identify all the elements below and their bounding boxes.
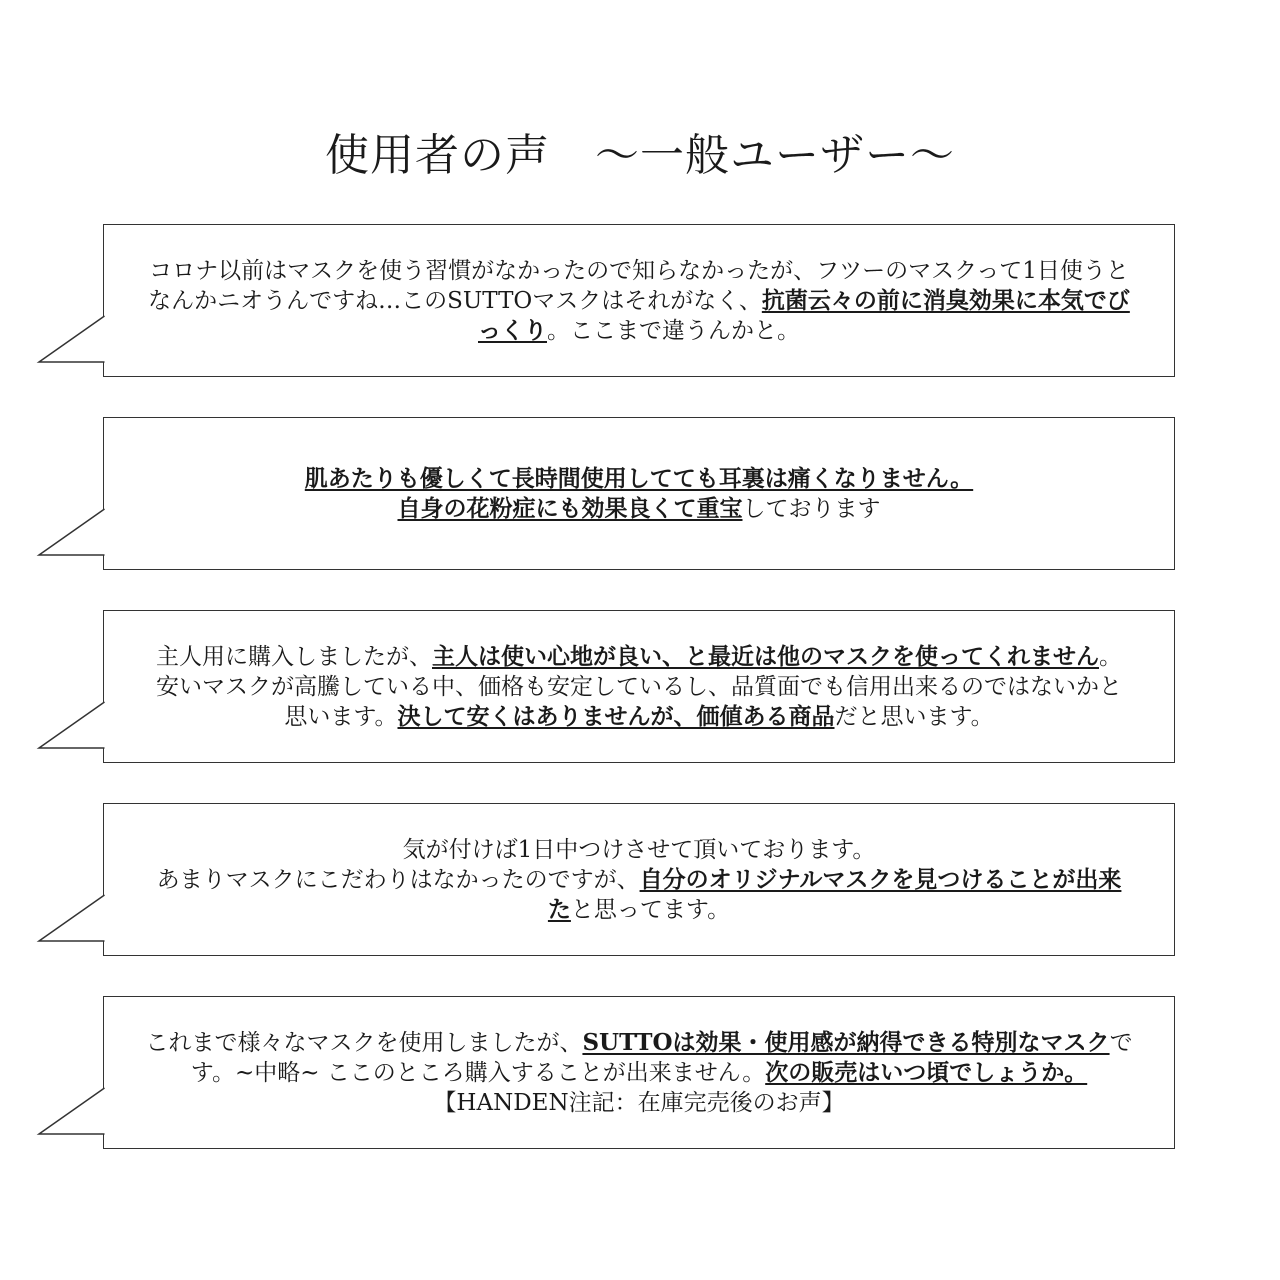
plain-phrase: と思ってます。 — [570, 896, 731, 923]
highlighted-phrase: っくり — [478, 316, 547, 344]
highlighted-phrase: 肌あたりも優しくて長時間使用してても耳裏は痛くなりません。 — [304, 464, 974, 492]
speech-tail-icon — [38, 296, 106, 376]
plain-phrase: あまりマスクにこだわりはなかったのですが、 — [156, 866, 640, 893]
testimonial-bubble — [103, 610, 1175, 763]
highlighted-phrase: 自分のオリジナルマスクを見つけることが出来 — [639, 865, 1122, 893]
speech-tail-icon — [38, 1068, 106, 1148]
highlighted-phrase: 主人は使い心地が良い、と最近は他のマスクを使ってくれません — [432, 642, 1099, 670]
highlighted-phrase: SUTTOは効果・使用感が納得できる特別なマスク — [582, 1028, 1110, 1056]
testimonial-text — [114, 464, 1164, 524]
testimonial-text — [114, 1028, 1164, 1118]
testimonial-line — [114, 865, 1164, 895]
plain-phrase: で — [1109, 1029, 1133, 1056]
testimonial-line — [114, 895, 1164, 925]
testimonial-bubble — [103, 417, 1175, 570]
plain-phrase: 主人用に購入しましたが、 — [156, 643, 432, 670]
speech-tail-icon — [38, 682, 106, 762]
testimonial-line — [114, 286, 1164, 316]
testimonial-text — [114, 256, 1164, 346]
testimonial-line — [114, 642, 1164, 672]
highlighted-phrase: た — [547, 895, 571, 923]
plain-phrase: 思います。 — [284, 703, 398, 730]
highlighted-phrase: 次の販売はいつ頃でしょうか。 — [765, 1058, 1088, 1086]
plain-phrase: 【HANDEN注記：在庫完売後のお声】 — [433, 1089, 845, 1116]
page-title: 使用者の声 ～一般ユーザー～ — [325, 130, 955, 181]
plain-phrase: す。~中略~ ここのところ購入することが出来ません。 — [190, 1059, 766, 1086]
plain-phrase: コロナ以前はマスクを使う習慣がなかったので知らなかったが、フツーのマスクって1日使うと — [149, 257, 1129, 284]
testimonial-bubble — [103, 996, 1175, 1149]
testimonial-text — [114, 835, 1164, 925]
testimonial-bubble — [103, 803, 1175, 956]
plain-phrase: なんかニオうんですね…このSUTTOマスクはそれがなく、 — [148, 287, 762, 314]
plain-phrase: 。 — [1099, 643, 1122, 670]
highlighted-phrase: 抗菌云々の前に消臭効果に本気でび — [761, 286, 1130, 314]
testimonial-line — [114, 672, 1164, 702]
highlighted-phrase: 決して安くはありませんが、価値ある商品 — [397, 702, 835, 730]
plain-phrase: 安いマスクが高騰している中、価格も安定しているし、品質面でも信用出来るのではないかと — [156, 673, 1122, 700]
testimonial-line — [114, 464, 1164, 494]
testimonial-text — [114, 642, 1164, 732]
highlighted-phrase: 自身の花粉症にも効果良くて重宝 — [397, 494, 743, 522]
testimonial-line — [114, 835, 1164, 865]
plain-phrase: しております — [742, 495, 881, 522]
plain-phrase: 。ここまで違うんかと。 — [547, 317, 800, 344]
testimonial-line — [114, 256, 1164, 286]
testimonial-line — [114, 316, 1164, 346]
testimonial-line — [114, 494, 1164, 524]
testimonial-bubble — [103, 224, 1175, 377]
speech-tail-icon — [38, 875, 106, 955]
plain-phrase: だと思います。 — [834, 703, 994, 730]
testimonial-line — [114, 1028, 1164, 1058]
testimonial-line — [114, 1058, 1164, 1088]
plain-phrase: 気が付けば1日中つけさせて頂いております。 — [402, 836, 876, 863]
testimonial-line — [114, 1088, 1164, 1118]
testimonial-line — [114, 702, 1164, 732]
speech-tail-icon — [38, 489, 106, 569]
plain-phrase: これまで様々なマスクを使用しましたが、 — [145, 1029, 583, 1056]
